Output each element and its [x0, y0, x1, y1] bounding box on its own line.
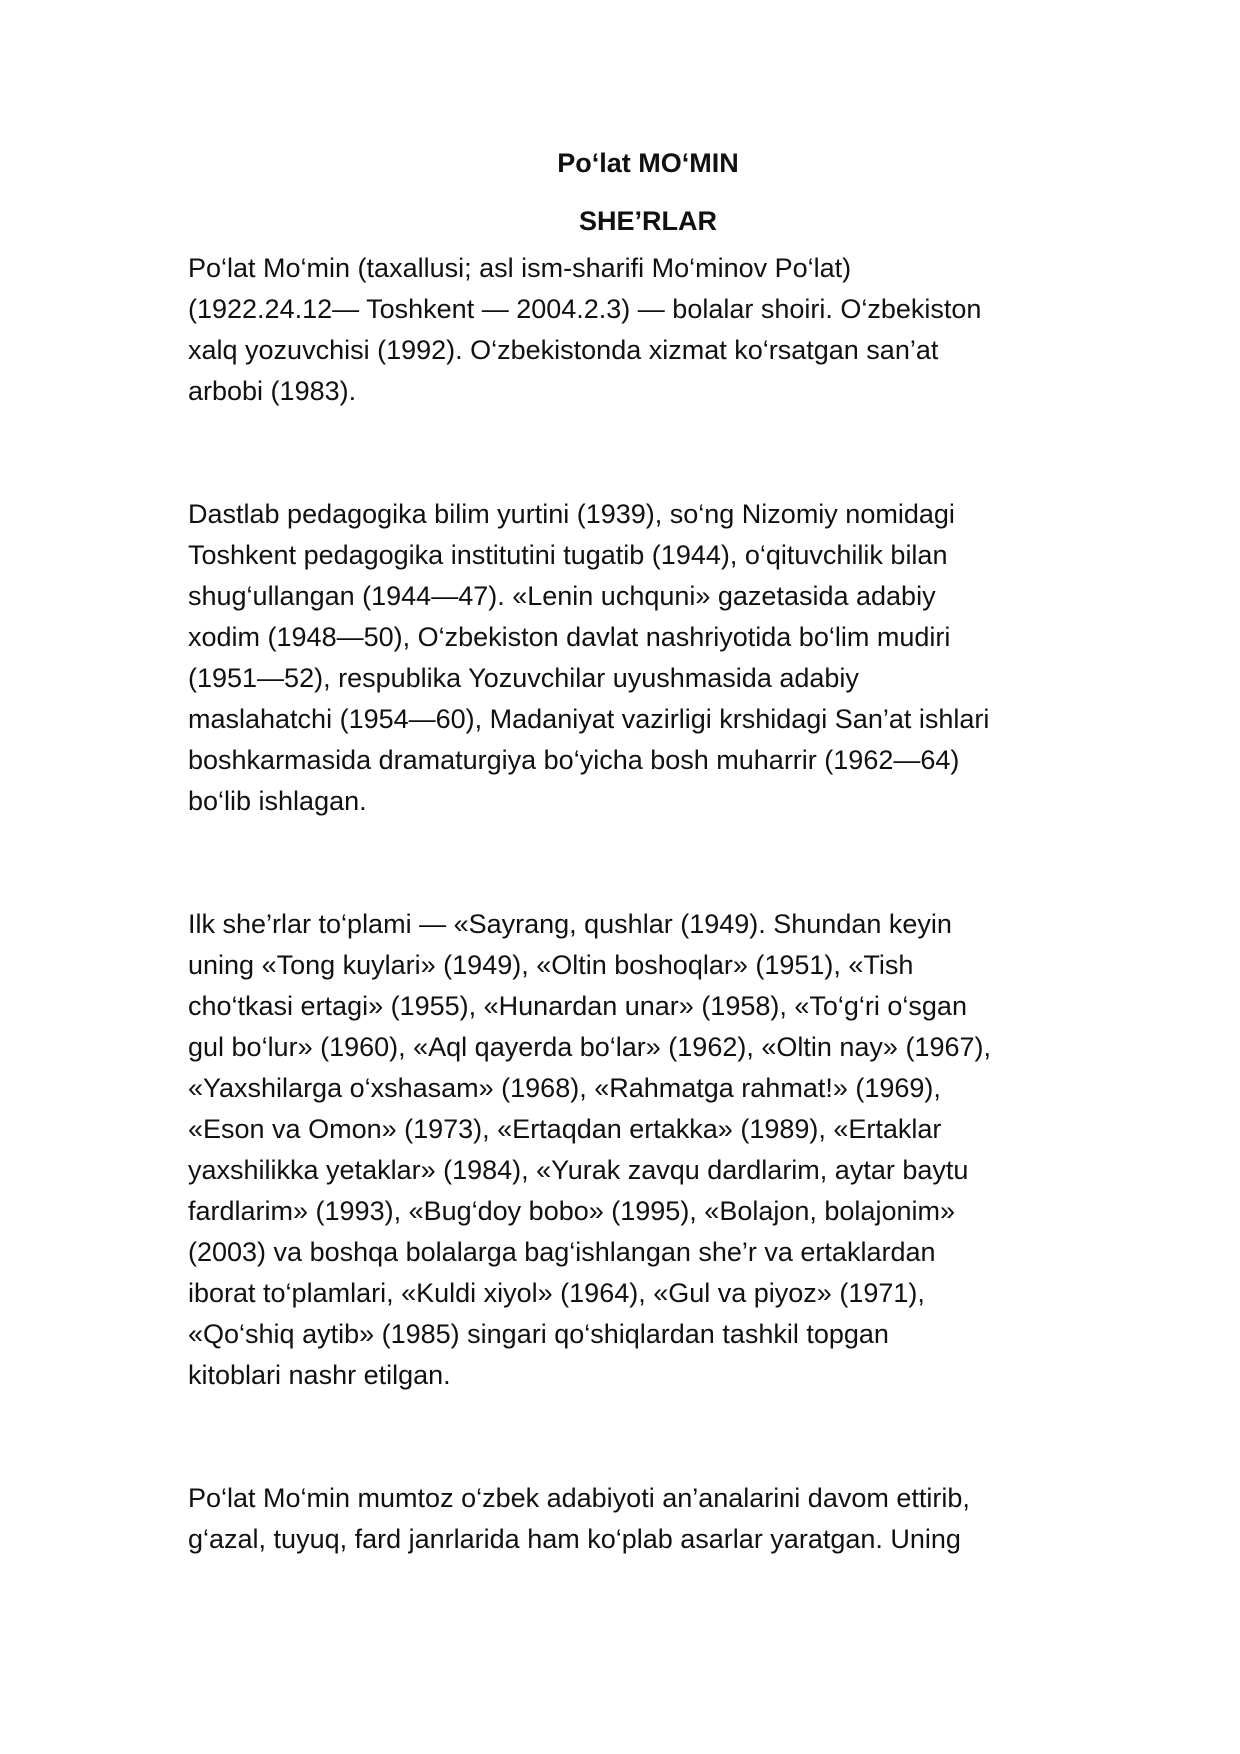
- document-subtitle: SHE’RLAR: [578, 206, 717, 236]
- text-line: yaxshilikka yetaklar» (1984), «Yurak zavqu dardlarim, aytar baytu: [188, 1155, 969, 1185]
- paragraph-works: [188, 904, 1068, 1396]
- text-line: iborat to‘plamlari, «Kuldi xiyol» (1964), «Gul va piyoz» (1971),: [188, 1278, 925, 1308]
- text-line: Po‘lat Mo‘min (taxallusi; asl ism-sharifi Mo‘minov Po‘lat): [188, 253, 852, 283]
- text-line: (2003) va boshqa bolalarga bag‘ishlangan she’r va ertaklardan: [188, 1237, 936, 1267]
- text-line: xalq yozuvchisi (1992). O‘zbekistonda xizmat ko‘rsatgan san’at: [188, 335, 939, 365]
- text-line: shug‘ullangan (1944—47). «Lenin uchquni» gazetasida adabiy: [188, 581, 936, 611]
- text-line: «Eson va Omon» (1973), «Ertaqdan ertakka» (1989), «Ertaklar: [188, 1114, 942, 1144]
- text-line: bo‘lib ishlagan.: [188, 786, 367, 816]
- text-line: (1922.24.12— Toshkent — 2004.2.3) — bolalar shoiri. O‘zbekiston: [188, 294, 982, 324]
- text-line: (1951—52), respublika Yozuvchilar uyushmasida adabiy: [188, 663, 859, 693]
- paragraph-career: [188, 494, 1068, 822]
- text-line: maslahatchi (1954—60), Madaniyat vazirligi krshidagi San’at ishlari: [188, 704, 990, 734]
- text-line: Toshkent pedagogika institutini tugatib (1944), o‘qituvchilik bilan: [188, 540, 948, 570]
- text-line: Po‘lat Mo‘min mumtoz o‘zbek adabiyoti an’analarini davom ettirib,: [188, 1483, 970, 1513]
- text-line: gul bo‘lur» (1960), «Aql qayerda bo‘lar» (1962), «Oltin nay» (1967),: [188, 1032, 991, 1062]
- text-line: kitoblari nashr etilgan.: [188, 1360, 451, 1390]
- text-line: cho‘tkasi ertagi» (1955), «Hunardan unar» (1958), «To‘g‘ri o‘sgan: [188, 991, 967, 1021]
- text-line: «Qo‘shiq aytib» (1985) singari qo‘shiqlardan tashkil topgan: [188, 1319, 889, 1349]
- text-line: xodim (1948—50), O‘zbekiston davlat nashriyotida bo‘lim mudiri: [188, 622, 951, 652]
- text-line: uning «Tong kuylari» (1949), «Oltin boshoqlar» (1951), «Tish: [188, 950, 914, 980]
- document-body: [188, 146, 1068, 1642]
- text-line: Ilk she’rlar to‘plami — «Sayrang, qushlar (1949). Shundan keyin: [188, 909, 952, 939]
- author-title: Po‘lat MO‘MIN: [557, 148, 739, 178]
- text-line: Dastlab pedagogika bilim yurtini (1939), so‘ng Nizomiy nomidagi: [188, 499, 955, 529]
- paragraph-biography: [188, 248, 1068, 412]
- paragraph-classical: [188, 1478, 1068, 1560]
- text-line: «Yaxshilarga o‘xshasam» (1968), «Rahmatga rahmat!» (1969),: [188, 1073, 941, 1103]
- text-line: g‘azal, tuyuq, fard janrlarida ham ko‘plab asarlar yaratgan. Uning: [188, 1524, 961, 1554]
- text-line: boshkarmasida dramaturgiya bo‘yicha bosh muharrir (1962—64): [188, 745, 960, 775]
- text-line: fardlarim» (1993), «Bug‘doy bobo» (1995), «Bolajon, bolajonim»: [188, 1196, 955, 1226]
- text-line: arbobi (1983).: [188, 376, 357, 406]
